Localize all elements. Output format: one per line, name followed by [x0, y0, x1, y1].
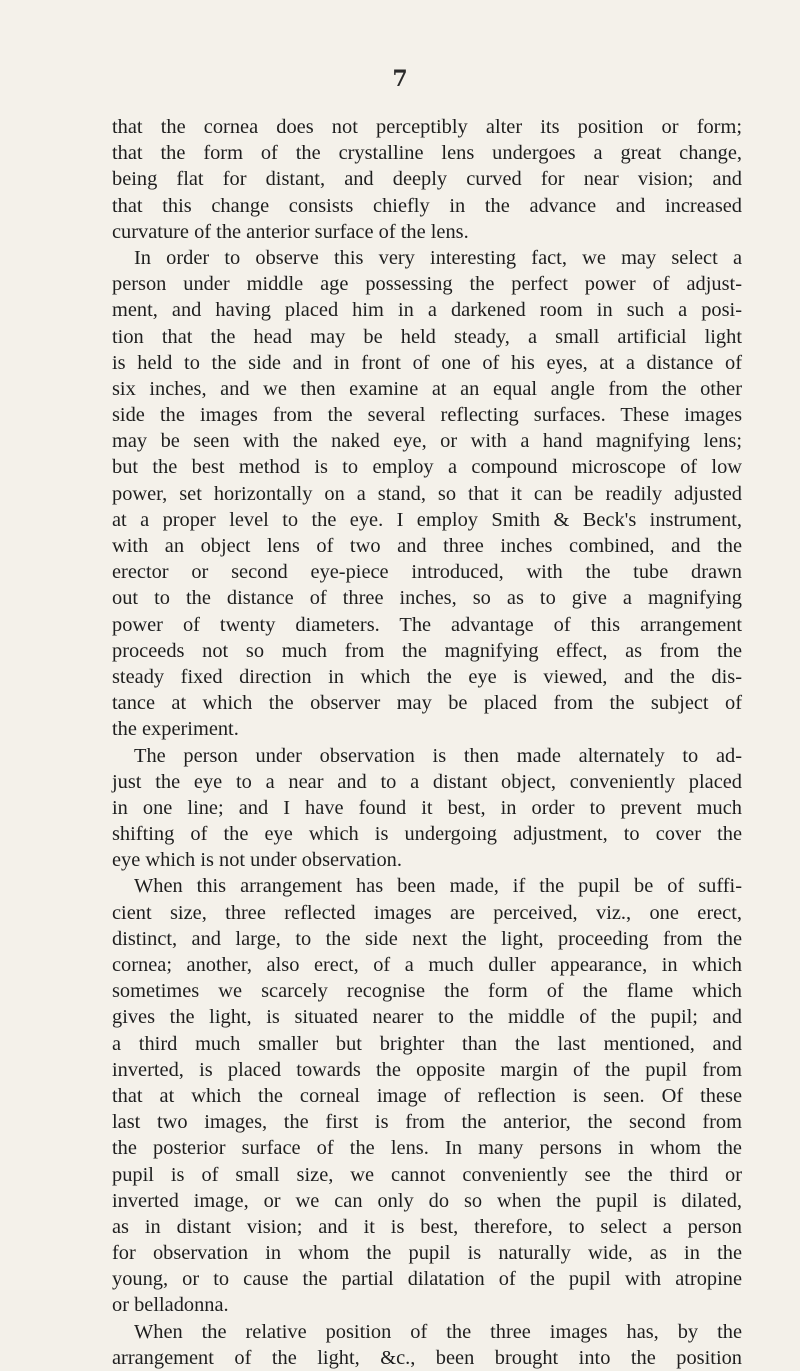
text-line: When this arrangement has been made, if the pupil be of suffi- [134, 875, 742, 898]
text-line: at a proper level to the eye. I employ Smith & Beck's instrument, [112, 508, 742, 531]
text-line: six inches, and we then examine at an equal angle from the other [112, 377, 742, 400]
text-line: young, or to cause the partial dilatation of the pupil with atropine [112, 1268, 742, 1291]
text-line: may be seen with the naked eye, or with a hand magnifying lens; [112, 430, 742, 453]
text-line: power, set horizontally on a stand, so that it can be readily adjusted [112, 482, 742, 505]
text-line: last two images, the first is from the anterior, the second from [112, 1111, 742, 1134]
text-line: proceeds not so much from the magnifying effect, as from the [112, 639, 742, 662]
text-line: as in distant vision; and it is best, therefore, to select a person [112, 1215, 742, 1238]
text-line: or belladonna. [112, 1294, 229, 1317]
text-line: a third much smaller but brighter than the last mentioned, and [112, 1032, 742, 1055]
text-line: shifting of the eye which is undergoing adjustment, to cover the [112, 823, 742, 846]
text-line: ment, and having placed him in a darkened room in such a posi- [112, 299, 742, 322]
text-line: just the eye to a near and to a distant object, conveniently placed [112, 770, 742, 793]
text-line: tion that the head may be held steady, a small artificial light [112, 325, 742, 348]
paragraph-2 [112, 245, 742, 743]
text-line: arrangement of the light, &c., been brought into the position [112, 1346, 742, 1369]
text-line: cornea; another, also erect, of a much duller appearance, in which [112, 954, 742, 976]
text-line: curvature of the anterior surface of the lens. [112, 220, 469, 243]
page-number: 7 [392, 66, 408, 92]
text-line: sometimes we scarcely recognise the form of the flame which [112, 980, 742, 1003]
text-line: that at which the corneal image of reflection is seen. Of these [112, 1084, 742, 1107]
text-line: the experiment. [112, 718, 239, 741]
text-line: tance at which the observer may be placed from the subject of [112, 692, 742, 715]
text-line: but the best method is to employ a compound microscope of low [112, 456, 742, 479]
text-line: inverted, is placed towards the opposite margin of the pupil from [112, 1058, 742, 1081]
text-line: that the cornea does not perceptibly alter its position or form; [112, 116, 742, 138]
text-line: in one line; and I have found it best, in order to prevent much [112, 796, 742, 819]
text-line: that the form of the crystalline lens undergoes a great change, [112, 142, 742, 165]
text-line: erector or second eye-piece introduced, with the tube drawn [112, 561, 742, 584]
text-line: eye which is not under observation. [112, 849, 402, 872]
text-line: gives the light, is situated nearer to the middle of the pupil; and [112, 1006, 742, 1029]
paragraph-5 [112, 1319, 742, 1371]
text-line: In order to observe this very interesting fact, we may select a [134, 246, 742, 269]
text-line: When the relative position of the three images has, by the [134, 1320, 742, 1343]
text-line: pupil is of small size, we cannot conveniently see the third or [112, 1163, 742, 1186]
text-line: power of twenty diameters. The advantage of this arrangement [112, 613, 742, 636]
text-line: is held to the side and in front of one of his eyes, at a distance of [112, 351, 742, 374]
text-line: the posterior surface of the lens. In many persons in whom the [112, 1137, 742, 1160]
text-line: cient size, three reflected images are perceived, viz., one erect, [112, 901, 742, 924]
paragraph-1 [112, 114, 742, 245]
text-line: with an object lens of two and three inches combined, and the [112, 535, 742, 557]
body-text [112, 114, 742, 1371]
text-line: out to the distance of three inches, so as to give a magnifying [112, 587, 742, 610]
text-line: inverted image, or we can only do so when the pupil is dilated, [112, 1189, 742, 1212]
text-line: being flat for distant, and deeply curved for near vision; and [112, 168, 742, 191]
text-line: distinct, and large, to the side next the light, proceeding from the [112, 927, 742, 950]
paragraph-4 [112, 873, 742, 1318]
text-line: person under middle age possessing the perfect power of adjust- [112, 273, 742, 296]
text-line: The person under observation is then made alternately to ad- [134, 744, 742, 767]
text-line: steady fixed direction in which the eye is viewed, and the dis- [112, 665, 742, 688]
paragraph-3 [112, 743, 742, 874]
text-line: side the images from the several reflecting surfaces. These images [112, 404, 742, 427]
text-line: for observation in whom the pupil is naturally wide, as in the [112, 1242, 742, 1265]
text-line: that this change consists chiefly in the advance and increased [112, 194, 742, 217]
